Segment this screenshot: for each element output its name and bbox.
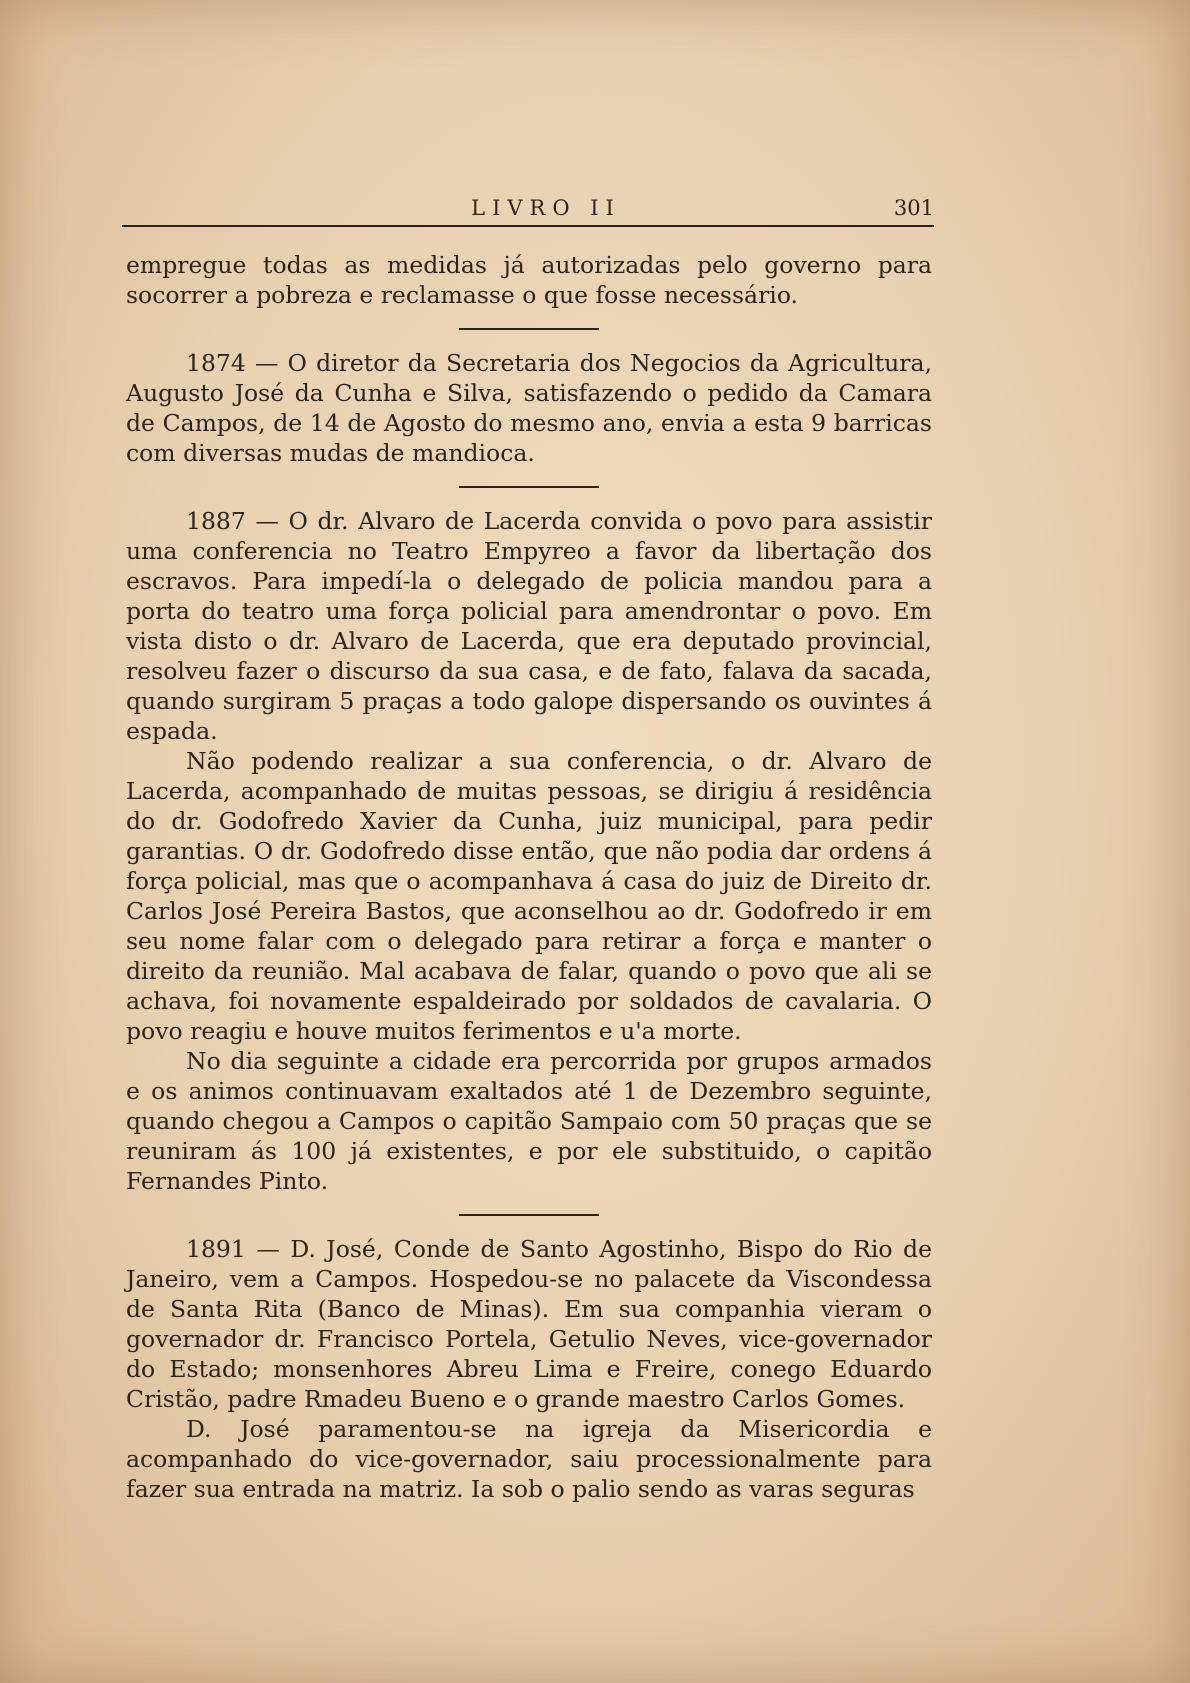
running-title: LIVRO II <box>471 196 621 220</box>
body-text <box>126 250 932 1504</box>
section-separator <box>459 486 599 488</box>
section-separator <box>459 328 599 330</box>
page-number: 301 <box>893 196 934 220</box>
header-rule <box>122 225 934 227</box>
paragraph: No dia seguinte a cidade era percorrida por grupos armados e os animos continuavam exaltados até 1 de Dezembro seguinte, quando chegou a Campos o capitão Sampaio com 50 praças que se reuniram ás 100 já existentes, e por ele substituido, o capitão Fernandes Pinto. <box>126 1047 932 1195</box>
section-separator <box>459 1214 599 1216</box>
entry-1887: 1887 — O dr. Alvaro de Lacerda convida o povo para assistir uma conferencia no Teatro Empyreo a favor da libertação dos escravos. Para impedí-la o delegado de policia mandou para a porta do teatro uma força policial para amendrontar o povo. Em vista disto o dr. Alvaro de Lacerda, que era deputado provincial, resolveu fazer o discurso da sua casa, e de fato, falava da sacada, quando surgiram 5 praças a todo galope dispersando os ouvintes á espada. <box>126 507 932 745</box>
page-header <box>122 196 934 226</box>
paragraph-continuation: empregue todas as medidas já autorizadas pelo governo para socorrer a pobreza e reclamasse o que fosse necessário. <box>126 251 932 309</box>
entry-1891: 1891 — D. José, Conde de Santo Agostinho, Bispo do Rio de Janeiro, vem a Campos. Hospedou-se no palacete da Viscondessa de Santa Rita (Banco de Minas). Em sua companhia vieram o governador dr. Francisco Portela, Getulio Neves, vice-governador do Estado; monsenhores Abreu Lima e Freire, conego Eduardo Cristão, padre Rmadeu Bueno e o grande maestro Carlos Gomes. <box>126 1235 932 1413</box>
paragraph: Não podendo realizar a sua conferencia, o dr. Alvaro de Lacerda, acompanhado de muitas pessoas, se dirigiu á residência do dr. Godofredo Xavier da Cunha, juiz municipal, para pedir garantias. O dr. Godofredo disse então, que não podia dar ordens á força policial, mas que o acompanhava á casa do juiz de Direito dr. Carlos José Pereira Bastos, que aconselhou ao dr. Godofredo ir em seu nome falar com o delegado para retirar a força e manter o direito da reunião. Mal acabava de falar, quando o povo que ali se achava, foi novamente espaldeirado por soldados de cavalaria. O povo reagiu e houve muitos ferimentos e u'a morte. <box>126 747 932 1045</box>
entry-1874: 1874 — O diretor da Secretaria dos Negocios da Agricultura, Augusto José da Cunha e Silva, satisfazendo o pedido da Camara de Campos, de 14 de Agosto do mesmo ano, envia a esta 9 barricas com diversas mudas de mandioca. <box>126 349 932 467</box>
paragraph: D. José paramentou-se na igreja da Misericordia e acompanhado do vice-governador, saiu processionalmente para fazer sua entrada na matriz. Ia sob o palio sendo as varas seguras <box>126 1415 932 1503</box>
